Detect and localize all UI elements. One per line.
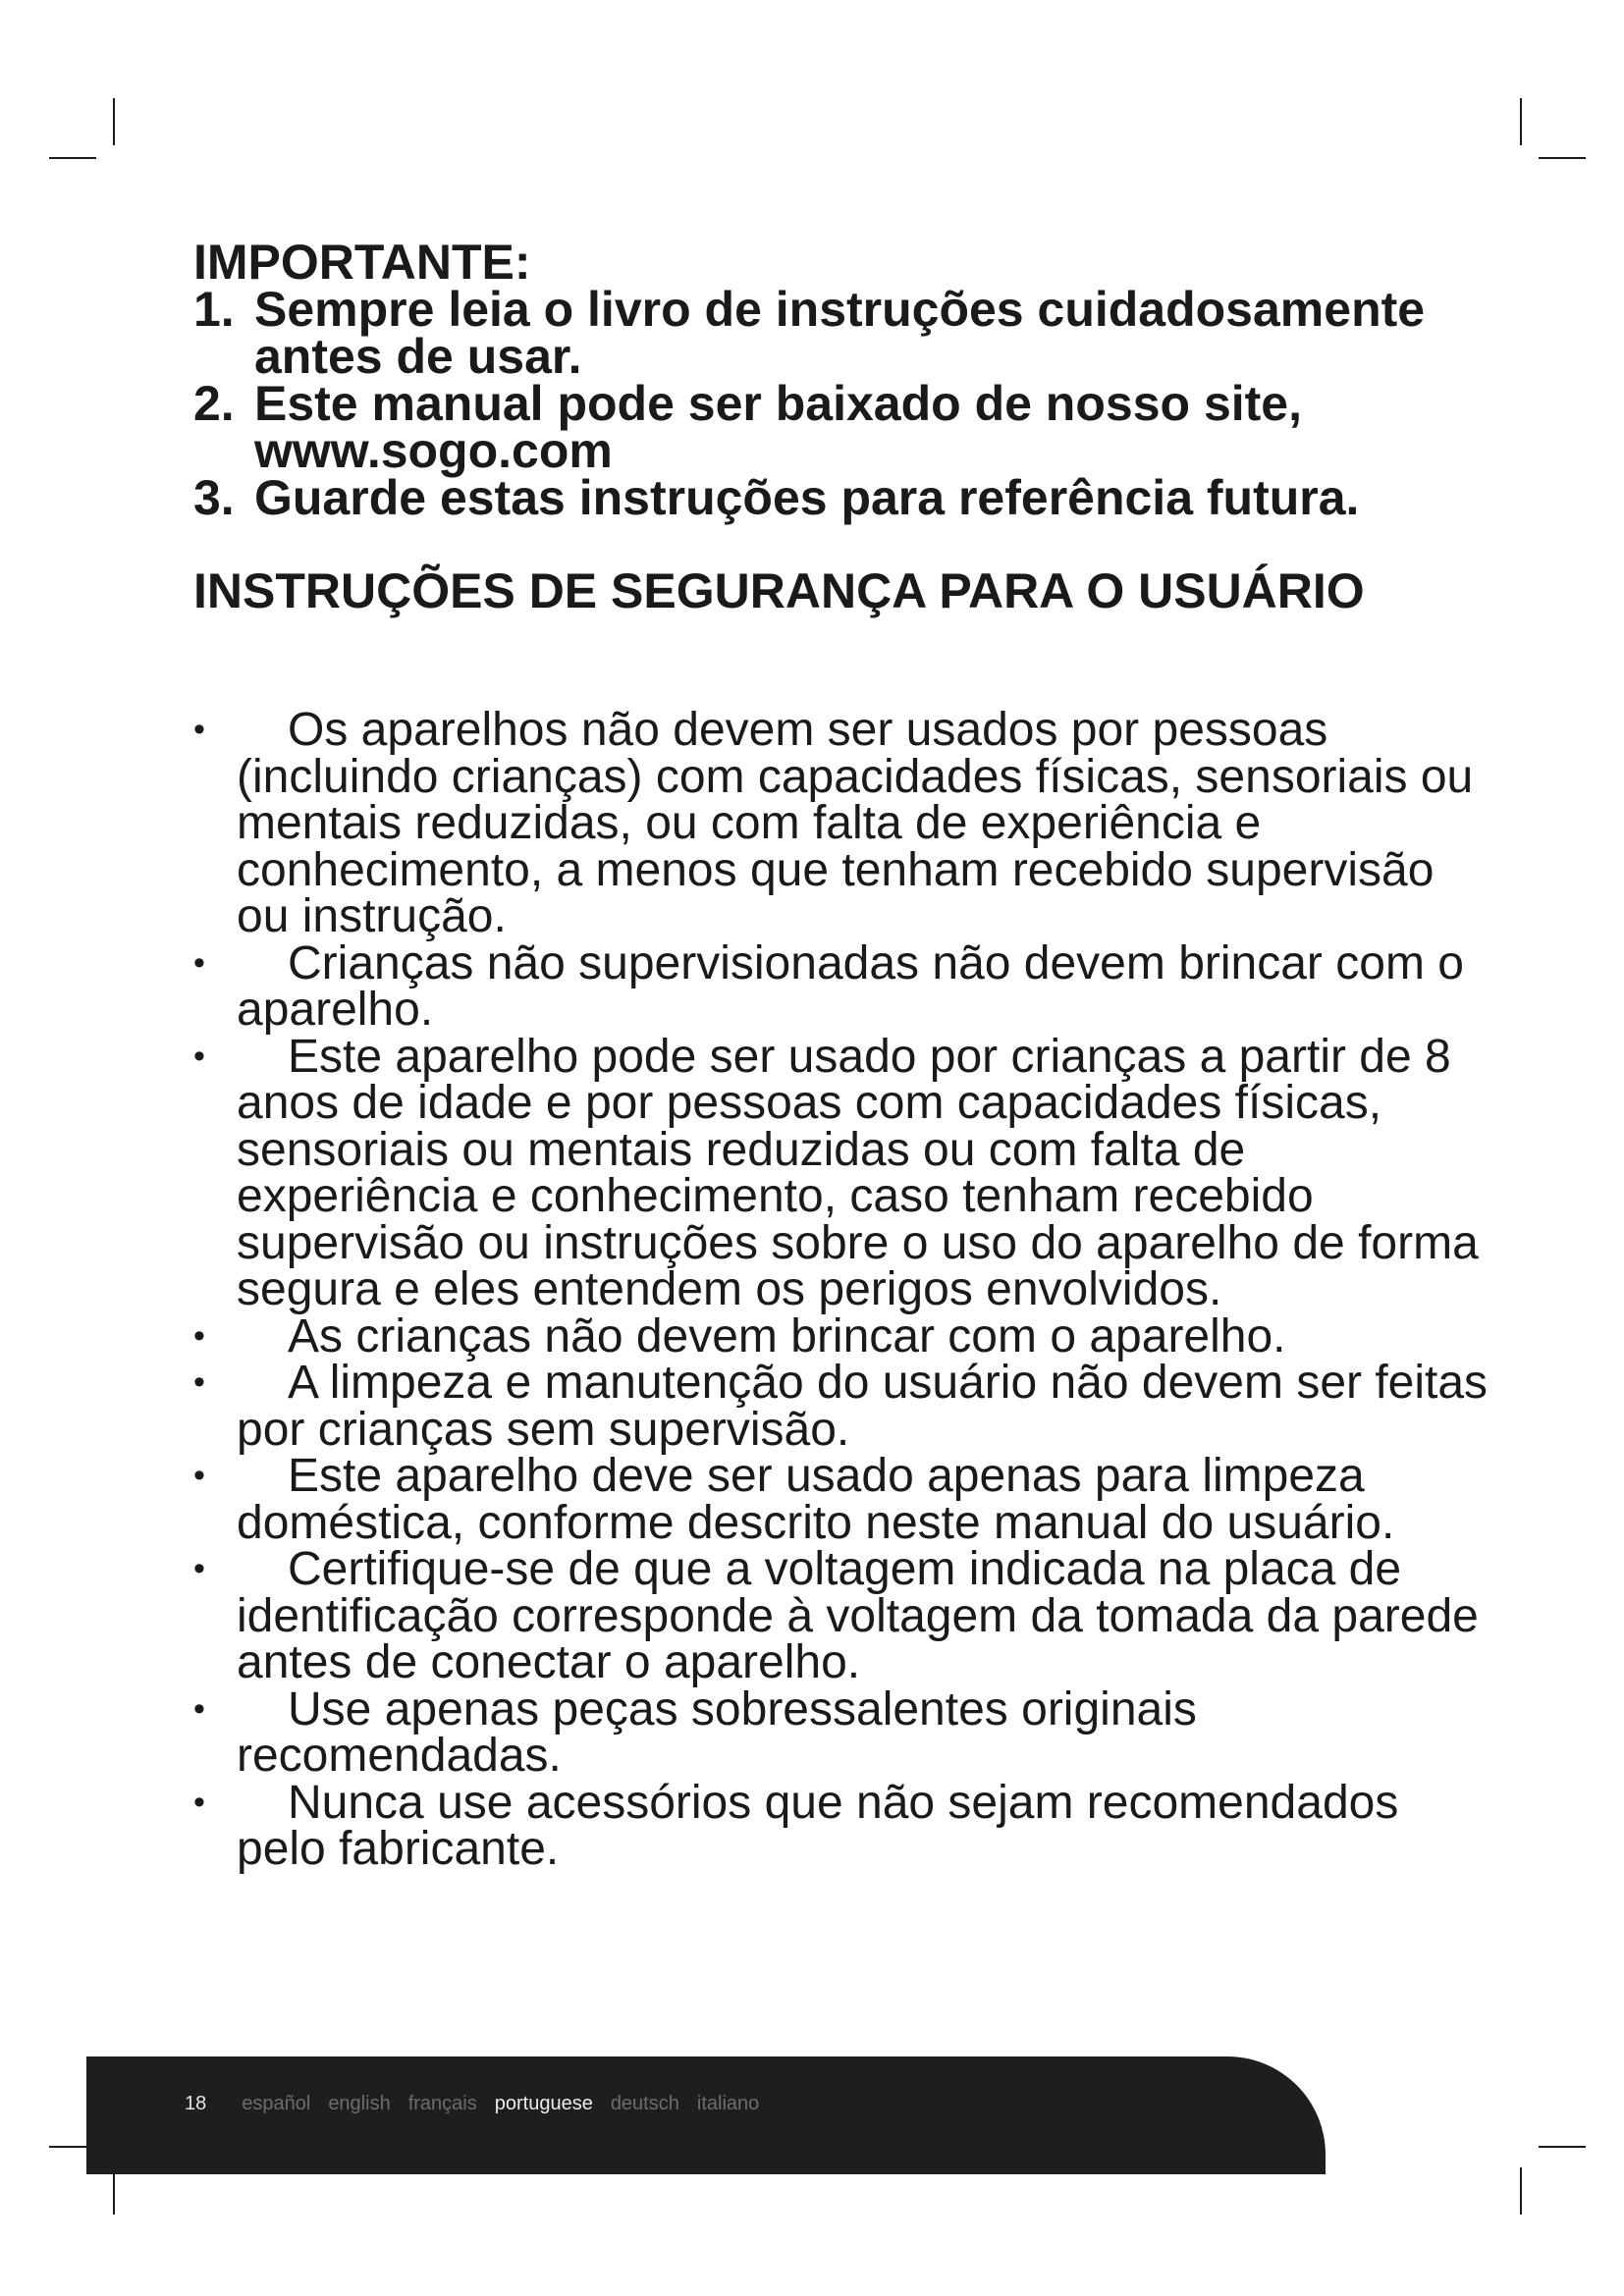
safety-item [193,1682,1499,1782]
item-number: 3. [193,470,235,525]
safety-item [193,1776,1499,1875]
safety-item [193,1450,1499,1549]
safety-item-text: Use apenas peças sobressalentes originais recomendadas. [237,1682,1197,1782]
language-link-espanol[interactable]: español [242,2093,311,2114]
bullet-icon: • [193,1363,205,1401]
important-item [193,376,1470,478]
safety-item-text: Os aparelhos não devem ser usados por pessoas (incluindo crianças) com capacidades físicas, sensoriais ou mentais reduzidas, ou com falta de experiência e conhecimento, a menos que tenham recebido supervisão ou instrução. [237,704,1474,942]
item-text: Guarde estas instruções para referência futura. [254,470,1360,525]
important-title: IMPORTANTE: [193,235,531,290]
bullet-icon: • [193,1550,205,1587]
bullet-icon: • [193,1037,205,1075]
safety-title: INSTRUÇÕES DE SEGURANÇA PARA O USUÁRIO [193,563,1365,618]
language-link-francais[interactable]: français [407,2093,477,2114]
safety-item-text: Crianças não supervisionadas não devem brincar com o aparelho. [237,936,1464,1036]
safety-item-text: As crianças não devem brincar com o aparelho. [288,1309,1286,1362]
important-section [193,235,1470,525]
bullet-icon: • [193,1783,205,1821]
bullet-icon: • [193,1689,205,1728]
safety-item-text: Nunca use acessórios que não sejam recomendados pelo fabricante. [237,1776,1399,1875]
crop-mark-top-right-h [1539,157,1586,159]
safety-item-text: Certifique-se de que a voltagem indicada na placa de identificação corresponde à voltagem da tomada da parede antes de conectar o aparelho. [237,1543,1479,1688]
language-link-italiano[interactable]: italiano [696,2093,760,2114]
safety-item-text: A limpeza e manutenção do usuário não devem ser feitas por crianças sem supervisão. [237,1357,1489,1456]
item-number: 1. [193,282,235,337]
crop-mark-top-left-h [49,157,96,159]
safety-item-text: Este aparelho deve ser usado apenas para limpeza doméstica, conforme descrito neste manual do usuário. [237,1450,1395,1549]
safety-list [193,704,1499,1875]
safety-item [193,936,1499,1036]
safety-item [193,704,1499,942]
important-list [193,282,1470,525]
safety-item [193,1030,1499,1315]
important-item [193,470,1470,525]
crop-mark-bottom-right-v [1520,2167,1522,2215]
safety-item [193,1543,1499,1688]
bullet-icon: • [193,943,205,982]
safety-item-text: Este aparelho pode ser usado por crianças a partir de 8 anos de idade e por pessoas com capacidades físicas, sensoriais ou mentais reduzidas ou com falta de experiência e conhecimento, caso tenham recebido supervisão ou instruções sobre o uso do aparelho de forma segura e eles entendem os perigos envolvidos. [237,1030,1479,1315]
language-nav [185,2093,759,2115]
crop-mark-top-right-v [1520,98,1522,145]
page-number: 18 [185,2093,207,2114]
crop-mark-bottom-right-h [1539,2146,1586,2148]
item-text: Este manual pode ser baixado de nosso site, www.sogo.com [254,376,1302,478]
language-link-deutsch[interactable]: deutsch [610,2093,679,2114]
language-link-portuguese[interactable]: portuguese [494,2093,593,2114]
bullet-icon: • [193,711,205,748]
item-text: Sempre leia o livro de instruções cuidadosamente antes de usar. [254,282,1426,384]
safety-item [193,1357,1499,1456]
safety-item [193,1309,1499,1362]
footer-bar [86,2056,1326,2174]
bullet-icon: • [193,1316,205,1355]
language-link-english[interactable]: english [328,2093,391,2114]
crop-mark-bottom-left-v [113,2167,115,2215]
bullet-icon: • [193,1457,205,1494]
important-item [193,282,1470,384]
item-number: 2. [193,376,235,431]
crop-mark-top-left-v [113,98,115,145]
